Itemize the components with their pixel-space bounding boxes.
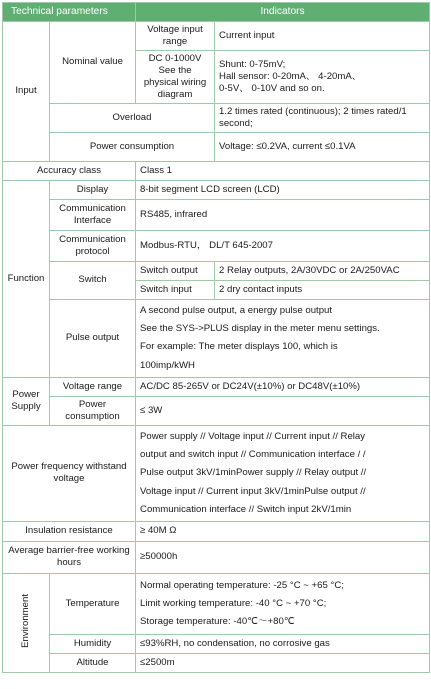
withstand-line: Pulse output 3kV/1minPower supply // Relay output // (140, 467, 367, 479)
table-row (3, 653, 430, 672)
overload-value: 1.2 times rated (continuous); 2 times rated/1 second; (215, 103, 430, 132)
withstand-line: Communication interface // Switch input 2kV/1min (140, 503, 352, 515)
supply-power-consumption-label: Power consumption (50, 396, 136, 425)
voltage-input-range-label: Voltage input range (136, 22, 215, 51)
temperature-value (136, 573, 430, 634)
mtbf-value: ≥50000h (136, 541, 430, 573)
withstand-line: Power supply // Voltage input // Current input // Relay (140, 430, 366, 442)
mtbf-label: Average barrier-free working hours (3, 541, 136, 573)
table-row (3, 377, 430, 396)
temperature-line: Limit working temperature: -40 °C ~ +70 °C; (140, 597, 327, 609)
current-input-line: Hall sensor: 0-20mA、 4-20mA、 (219, 70, 362, 82)
humidity-label: Humidity (50, 634, 136, 653)
table-header-row (3, 3, 430, 22)
temperature-label: Temperature (50, 573, 136, 634)
altitude-value: ≤2500m (136, 653, 430, 672)
comm-protocol-value: Modbus-RTU， DL/T 645-2007 (136, 230, 430, 261)
temperature-line: Storage temperature: -40℃～+80℃ (140, 616, 295, 628)
table-row (3, 521, 430, 541)
overload-label: Overload (50, 103, 215, 132)
comm-protocol-label: Communication protocol (50, 230, 136, 261)
table-row (3, 230, 430, 261)
pulse-output-line: For example: The meter displays 100, which is (140, 341, 338, 353)
supply-power-consumption-value: ≤ 3W (136, 396, 430, 425)
input-power-consumption-value: Voltage: ≤0.2VA, current ≤0.1VA (215, 132, 430, 161)
altitude-label: Altitude (50, 653, 136, 672)
nominal-value-label: Nominal value (50, 22, 136, 104)
table-row (3, 425, 430, 521)
pulse-output-line: 100imp/kWH (140, 359, 195, 371)
function-group-label: Function (3, 180, 50, 377)
voltage-range-value: AC/DC 85-265V or DC24V(±10%) or DC48V(±10%) (136, 377, 430, 396)
temperature-line: Normal operating temperature: -25 °C ~ +65 °C; (140, 579, 344, 591)
switch-input-value: 2 dry contact inputs (215, 280, 430, 299)
voltage-range-label: Voltage range (50, 377, 136, 396)
current-input-line: Shunt: 0-75mV; (219, 58, 286, 70)
withstand-line: Voltage input // Current input 3kV/1minPulse output // (140, 485, 366, 497)
withstand-line: output and switch input // Communication interface / / (140, 449, 366, 461)
table-row (3, 299, 430, 377)
power-supply-group-label: Power Supply (3, 377, 50, 425)
switch-output-value: 2 Relay outputs, 2A/30VDC or 2A/250VAC (215, 261, 430, 280)
insulation-value: ≥ 40M Ω (136, 521, 430, 541)
pulse-output-value (136, 299, 430, 377)
pulse-output-line: See the SYS->PLUS display in the meter menu settings. (140, 323, 380, 335)
display-label: Display (50, 180, 136, 199)
spec-table (2, 2, 430, 673)
header-indicators: Indicators (136, 3, 430, 22)
current-input-label: Current input (215, 22, 430, 51)
voltage-input-value: DC 0-1000V See the physical wiring diagram (136, 50, 215, 103)
comm-interface-value: RS485, infrared (136, 199, 430, 230)
switch-output-label: Switch output (136, 261, 215, 280)
humidity-value: ≤93%RH, no condensation, no corrosive gas (136, 634, 430, 653)
table-row (3, 22, 430, 51)
insulation-label: Insulation resistance (3, 521, 136, 541)
table-row (3, 103, 430, 132)
switch-label: Switch (50, 261, 136, 299)
table-row (3, 261, 430, 280)
current-input-line: 0-5V、 0-10V and so on. (219, 82, 325, 94)
table-row (3, 199, 430, 230)
header-params: Technical parameters (3, 3, 136, 22)
table-row (3, 161, 430, 180)
current-input-value (215, 50, 430, 103)
pulse-output-label: Pulse output (50, 299, 136, 377)
table-row (3, 541, 430, 573)
environment-label-text: Environment (20, 594, 31, 648)
table-row (3, 573, 430, 634)
accuracy-value: Class 1 (136, 161, 430, 180)
table-row (3, 634, 430, 653)
input-group-label: Input (3, 22, 50, 162)
display-value: 8-bit segment LCD screen (LCD) (136, 180, 430, 199)
input-power-consumption-label: Power consumption (50, 132, 215, 161)
accuracy-label: Accuracy class (3, 161, 136, 180)
withstand-voltage-value (136, 425, 430, 521)
table-row (3, 396, 430, 425)
table-row (3, 132, 430, 161)
environment-group-label (3, 573, 50, 672)
pulse-output-line: A second pulse output, a energy pulse output (140, 304, 333, 316)
withstand-voltage-label: Power frequency withstand voltage (3, 425, 136, 521)
switch-input-label: Switch input (136, 280, 215, 299)
comm-interface-label: Communication Interface (50, 199, 136, 230)
table-row (3, 180, 430, 199)
